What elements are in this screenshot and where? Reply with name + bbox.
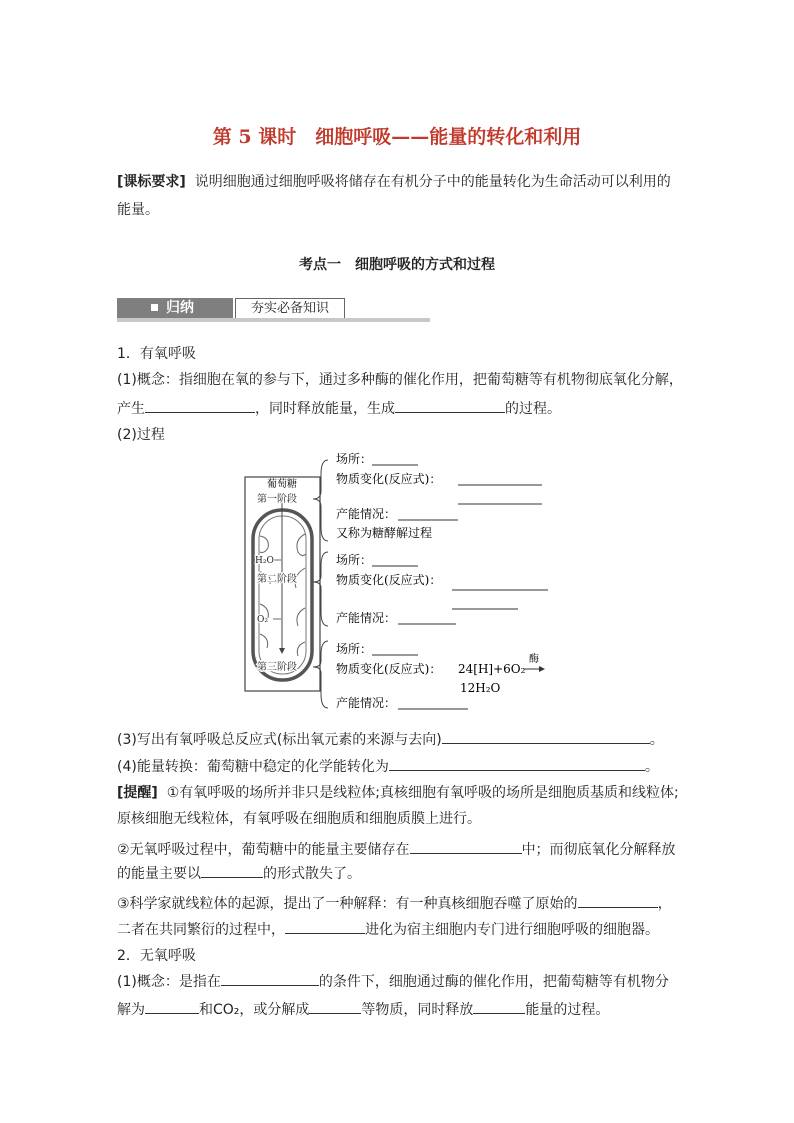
s1-concept-b1: 产生 (117, 401, 145, 417)
s2-c1a: (1)概念：是指在 (117, 974, 221, 990)
s1-total (117, 728, 664, 751)
s1-concept-b3: 的过程。 (505, 401, 561, 417)
stage3-change: 物质变化(反应式)： (336, 662, 442, 676)
standard-text-1: 说明细胞通过细胞呼吸将储存在有机分子中的能量转化为生命活动可以利用的 (194, 174, 671, 190)
stage3-formula-left: 24[H]+6O₂ (458, 662, 526, 676)
s1-convert-text: (4)能量转换：葡萄糖中稳定的化学能转化为 (117, 759, 389, 775)
square-icon (151, 304, 158, 311)
s1-title: 1．有氧呼吸 (117, 346, 196, 362)
answer-blank[interactable] (309, 998, 361, 1014)
s1-convert (117, 755, 659, 778)
tip-p2a1: ②无氧呼吸过程中，葡萄糖中的能量主要储存在 (117, 842, 410, 858)
s2-c2c: 等物质，同时释放 (361, 1002, 474, 1018)
tip-line-2 (117, 838, 676, 861)
banner-bar (117, 318, 430, 322)
s1-concept-a: (1)概念：指细胞在氧的参与下，通过多种酶的催化作用，把葡萄糖等有机物彻底氧化分解， (117, 372, 683, 388)
s1-total-text: (3)写出有氧呼吸总反应式(标出氧元素的来源与去向) (117, 732, 442, 748)
answer-blank[interactable] (578, 892, 658, 908)
enzyme-label: 酶 (529, 654, 539, 665)
tip-p3b1: 二者在共同繁衍的过程中， (117, 922, 285, 938)
s2-line-1 (117, 970, 669, 993)
o2-label: O₂ (257, 615, 268, 625)
answer-blank[interactable] (442, 728, 650, 744)
tip-p3a2: ， (657, 896, 672, 912)
stage1-change: 物质变化(反应式)： (336, 472, 442, 486)
glycolysis-note: 又称为糖酵解过程 (336, 526, 433, 540)
s2-line-2 (117, 998, 609, 1021)
s1-concept-b2: ，同时释放能量，生成 (255, 401, 395, 417)
summary-banner (117, 298, 430, 322)
stage1-site: 场所： (336, 452, 373, 466)
s1-process: (2)过程 (117, 427, 165, 443)
answer-blank[interactable] (285, 918, 365, 934)
tip-p3a1: ③科学家就线粒体的起源，提出了一种解释：有一种真核细胞吞噬了原始的 (117, 896, 578, 912)
tip-p3b2: 进化为宿主细胞内专门进行细胞呼吸的细胞器。 (365, 922, 659, 938)
s2-c2a: 解为 (117, 1002, 145, 1018)
tip-p2b2: 的形式散失了。 (263, 866, 361, 882)
tip-p2b1: 的能量主要以 (117, 866, 201, 882)
s2-c2b: 和CO₂，或分解成 (199, 1002, 310, 1018)
tip-line-3 (117, 862, 361, 885)
stage1-energy: 产能情况： (336, 507, 397, 521)
stage3-energy: 产能情况： (336, 696, 397, 710)
answer-blank[interactable] (410, 838, 522, 854)
s2-c1b: 的条件下，细胞通过酶的催化作用，把葡萄糖等有机物分 (318, 974, 669, 990)
stage2-label: 第二阶段 (257, 574, 297, 585)
s1-concept-b (117, 397, 561, 420)
reaction-arrow-head (539, 666, 545, 672)
answer-blank[interactable] (201, 862, 263, 878)
s1-total-end: 。 (649, 732, 664, 748)
standard-text-2: 能量。 (117, 202, 159, 218)
tip-p1a: ①有氧呼吸的场所并非只是线粒体;真核细胞有氧呼吸的场所是细胞质基质和线粒体; (166, 785, 679, 801)
stage2-energy: 产能情况： (336, 611, 397, 625)
answer-blank[interactable] (145, 998, 199, 1014)
answer-blank[interactable] (145, 397, 255, 413)
section-heading: 考点一 细胞呼吸的方式和过程 (299, 257, 495, 273)
s2-title: 2．无氧呼吸 (117, 948, 196, 964)
s2-c2d: 能量的过程。 (525, 1002, 610, 1018)
tip-p2a2: 中；而彻底氧化分解释放 (521, 842, 676, 858)
answer-blank[interactable] (473, 998, 525, 1014)
tip-line-4 (117, 892, 672, 915)
stage3-formula-right: 12H₂O (460, 681, 501, 695)
answer-blank[interactable] (221, 970, 319, 986)
answer-blank[interactable] (389, 755, 645, 771)
page-title: 第 5 课时 细胞呼吸——能量的转化和利用 (212, 126, 582, 148)
answer-blank[interactable] (395, 397, 505, 413)
banner-light-label: 夯实必备知识 (235, 298, 345, 319)
banner-dark (117, 298, 233, 319)
s1-convert-end: 。 (644, 759, 659, 775)
glucose-label: 葡萄糖 (267, 479, 297, 490)
banner-dark-label: 归纳 (166, 300, 194, 316)
stage3-label: 第三阶段 (257, 662, 297, 673)
stage1-label: 第一阶段 (257, 494, 297, 505)
tip-line-1 (117, 782, 679, 804)
standard-tag: [课标要求] (117, 174, 186, 190)
tip-tag: [提醒] (117, 785, 158, 801)
stage3-site: 场所： (336, 642, 373, 656)
mitochondria-diagram (240, 448, 570, 720)
tip-p1b: 原核细胞无线粒体，有氧呼吸在细胞质和细胞质膜上进行。 (117, 811, 481, 827)
tip-line-5 (117, 918, 659, 941)
standard-line-1 (117, 171, 671, 193)
h2o-label: H₂O (255, 556, 274, 566)
stage2-change: 物质变化(反应式)： (336, 573, 442, 587)
stage2-site: 场所： (336, 553, 373, 567)
